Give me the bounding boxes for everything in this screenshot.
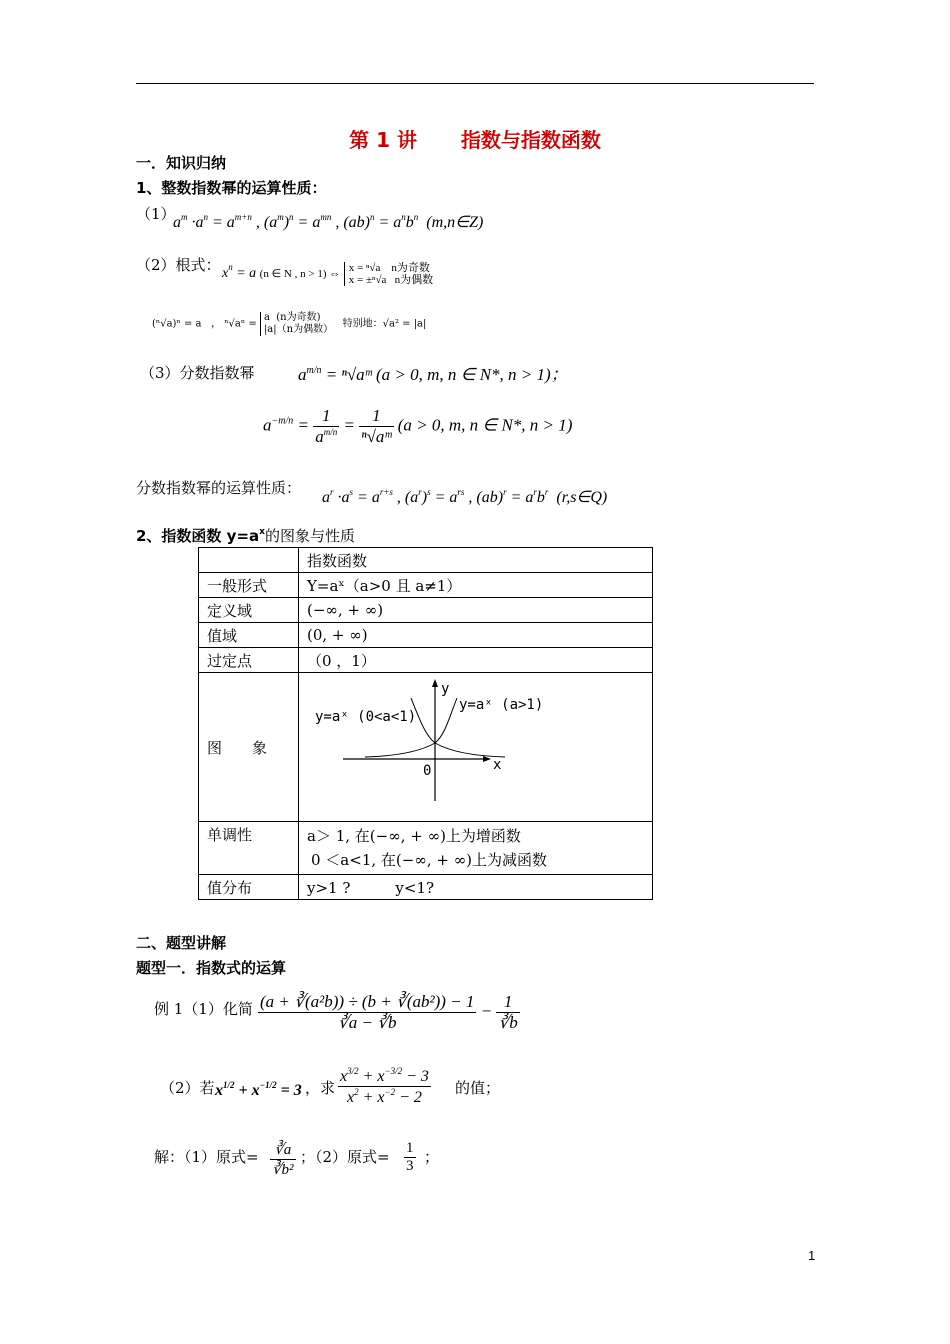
subsection-2-heading: 2、指数函数 $y=a^x$的图象与性质	[136, 527, 355, 545]
page-number: 1	[808, 1248, 816, 1263]
graph-x-label: x	[493, 757, 502, 773]
exp-graph	[299, 673, 652, 821]
table-row: 值域 (0, + ∞)	[199, 623, 653, 648]
table-row: 单调性 a＞ 1, 在(−∞, + ∞)上为增函数 0 ＜a<1, 在(−∞, + ∞)上为减函数	[199, 822, 653, 875]
curve-a-greater-1	[365, 698, 457, 757]
example-2-tail: 的值；	[455, 1079, 501, 1097]
item-2-extra: (ⁿ√a)ⁿ = a ， ⁿ√aⁿ = a (n为奇数) |a|（n为偶数） 特别地：√a² = |a|	[152, 312, 427, 335]
solution-label: 解：（1）原式=	[154, 1148, 259, 1166]
section-1-heading: 一．知识归纳	[136, 154, 227, 172]
solution-2: $\frac{1}{3}$	[406, 1140, 414, 1174]
item-2-label: （2）根式：	[136, 256, 221, 274]
table-row: 过定点 （0 ，1）	[199, 648, 653, 673]
graph-label-left: y=aˣ (0<a<1)	[315, 709, 417, 725]
example-1-formula: $\frac{\text{(a + ∛(a²b)) ÷ (b + ∛(ab²)) − 1}}{∛a - ∛b}$ − $\frac{1}{∛b}$	[260, 992, 518, 1032]
table-row: 定义域 (−∞, + ∞)	[199, 598, 653, 623]
graph-cell	[299, 673, 653, 822]
example-2-expression: $\frac{x^{3/2} + x^{-3/2} - 3}{x^2 + x^{-2} - 2}$	[340, 1066, 429, 1106]
table-row	[199, 548, 653, 573]
table-row: 值分布 y>1 ? y<1?	[199, 875, 653, 900]
solution-1: $\frac{∛a}{\text{∛b²}}$	[272, 1142, 294, 1178]
example-1-label: 例 1（1）化简	[154, 1000, 253, 1018]
page-title	[0, 124, 950, 153]
example-2-condition: $x^{1/2} + x^{-1/2} = 3$	[215, 1080, 302, 1099]
title-lecture: 第 1 讲	[349, 128, 417, 152]
graph-y-label: y	[441, 681, 450, 697]
table-row-graph: 图 象 y=aˣ (0<a<1) y=aˣ (a>1) y x 0	[199, 673, 653, 822]
graph-label-right: y=aˣ (a>1)	[459, 697, 544, 713]
header-rule	[136, 83, 814, 84]
item-3-formula-1: $a^{m/n}$ = ⁿ√aᵐ (a > 0, m, n ∈ N*, n > 1)；	[298, 365, 568, 384]
item-2-formula: $x^n = a$ (n ∈ N , n > 1) ⇔ x = ⁿ√a n为奇数 x = ±ⁿ√a n为偶数	[222, 262, 434, 286]
frac-rules-label: 分数指数幂的运算性质：	[136, 479, 302, 497]
frac-rules-formula: $a^r \cdot a^s = a^{r+s}$ , $(a^r)^s = a^{rs}$ , $(ab)^r = a^rb^r$ (r,s∈Q)	[322, 487, 608, 506]
solution-end: ；	[424, 1148, 440, 1166]
graph-origin-label: 0	[423, 763, 432, 779]
table-row: 一般形式 Y=aˣ（a>0 且 a≠1）	[199, 573, 653, 598]
x-axis-arrow	[483, 756, 491, 762]
section-2-heading: 二、题型讲解	[136, 934, 227, 952]
solution-mid: ；（2）原式=	[300, 1148, 390, 1166]
example-2-label: （2）若	[160, 1079, 215, 1097]
title-topic: 指数与指数函数	[460, 128, 601, 152]
type-1-heading: 题型一．指数式的运算	[136, 959, 287, 977]
y-axis-arrow	[432, 679, 438, 687]
item-3-formula-2: $a^{-m/n}$ = $\frac{1}{a^{m/n}}$ = $\frac{1}{\text{ⁿ√aᵐ}}$ (a > 0, m, n ∈ N*, n > 1)	[263, 406, 573, 446]
table-header: 指数函数	[299, 548, 653, 573]
example-2-ask: ，求	[305, 1079, 336, 1097]
item-1-label: （1）	[136, 205, 176, 223]
subsection-1-heading: 1、整数指数幂的运算性质：	[136, 179, 327, 197]
exp-function-table	[198, 547, 653, 900]
item-1-formula: $a^m \cdot a^n = a^{m+n}$ , $(a^m)^n = a^{mn}$ , $(ab)^n = a^nb^n$ (m,n∈Z)	[173, 212, 484, 231]
item-3-label: （3）分数指数幂	[140, 364, 255, 382]
